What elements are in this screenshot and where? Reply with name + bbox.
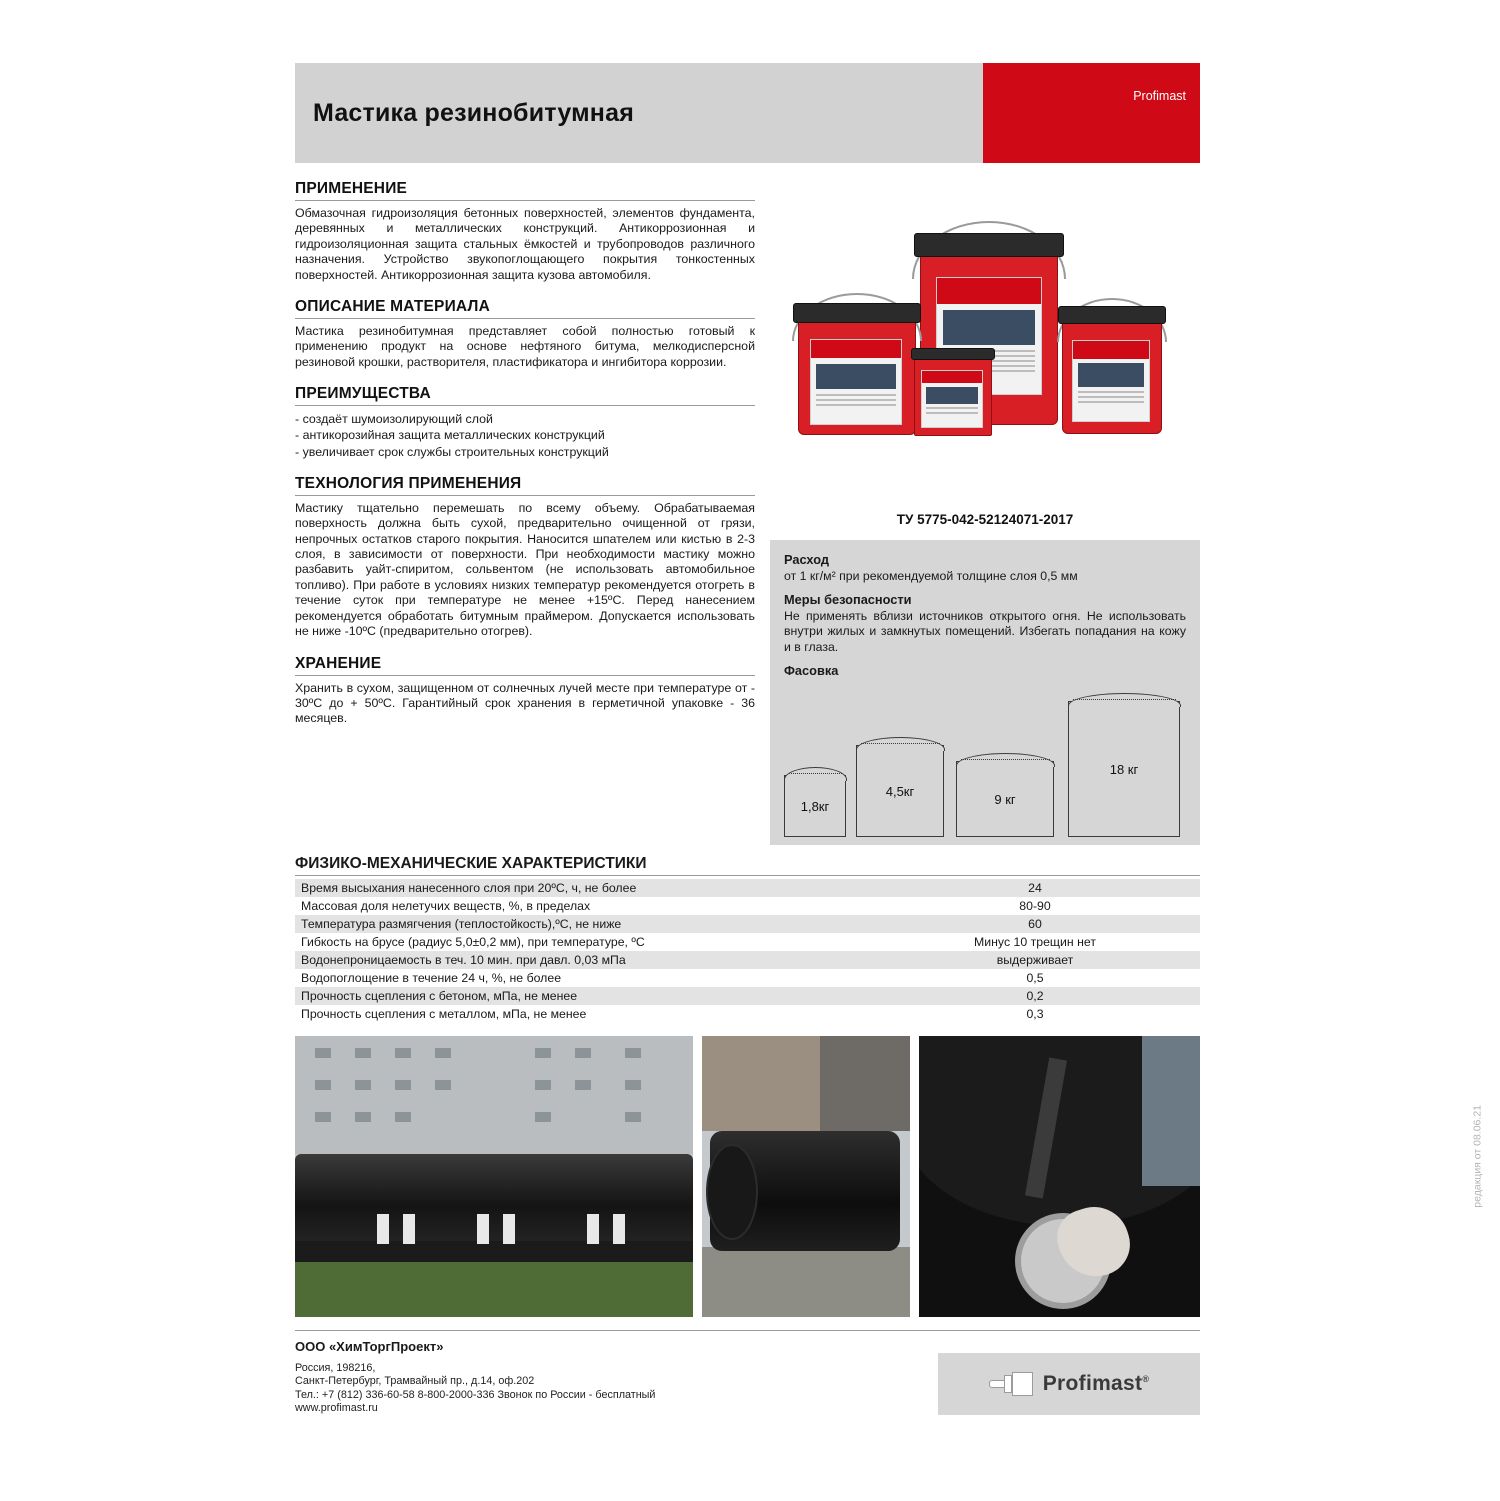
registered-mark: ® [1142,1374,1150,1384]
tu-code: ТУ 5775-042-52124071-2017 [896,512,1074,527]
phone-line: Тел.: +7 (812) 336-60-58 8-800-2000-336 Звонок по России - бесплатный [295,1388,656,1401]
spec-value: выдерживает [870,951,1200,969]
package-1_8kg [784,775,846,837]
photo-tank-black [702,1036,910,1317]
package-lid-icon [1068,693,1181,707]
address-line: Россия, 198216, [295,1362,376,1374]
table-row [295,969,1200,987]
spec-value: 80-90 [870,897,1200,915]
bucket-lid [1058,306,1166,324]
spec-name: Массовая доля нелетучих веществ, %, в пределах [295,897,870,915]
brand-name: Profimast [1133,89,1186,103]
consumption-title: Расход [784,552,830,567]
safety-text: Не применять вблизи источников открытого огня. Не использовать внутри жилых и замкнутых помещений. Избегать попадания на кожу и в глаза. [784,609,1186,654]
section-description [295,298,755,370]
section-text: Обмазочная гидроизоляция бетонных поверхностей, элементов фундамента, деревянных и металлических конструкций. Антикоррозионная и гидроизоляционная защита стальных ёмкостей и трубопроводов различного назначения. Устройство звукопоглощающего покрытия тонкостенных поверхностей. Антикоррозионная защита кузова автомобиля. [295,206,755,282]
spec-name: Прочность сцепления с металлом, мПа, не менее [295,1005,870,1023]
spec-name: Гибкость на брусе (радиус 5,0±0,2 мм), при температуре, ºС [295,933,870,951]
header-title-box [295,63,983,163]
package-9kg [956,761,1054,837]
section-application [295,180,755,283]
section-title: ОПИСАНИЕ МАТЕРИАЛА [295,298,755,319]
bucket-4_5kg-image [1062,300,1162,435]
advantages-list [295,411,755,460]
photo-wheel-arch [919,1036,1200,1317]
can-1_8kg-image [914,348,992,436]
bucket-label [1072,340,1150,422]
spec-name: Водопоглощение в течение 24 ч, %, не более [295,969,870,987]
section-storage [295,655,755,727]
brush-icon [989,1371,1035,1397]
bucket-9kg-image [798,295,916,435]
table-row [295,879,1200,897]
profimast-logo [938,1353,1200,1415]
bucket-label [810,339,902,425]
packaging-icons [784,677,1186,837]
specs-section [295,855,1200,1023]
packaging-title: Фасовка [784,662,839,678]
address-line: Санкт-Петербург, Трамвайный пр., д.14, оф.202 [295,1375,535,1388]
package-lid-icon [856,737,945,751]
product-photo [770,205,1200,470]
spec-value: 0,5 [870,969,1200,987]
can-label [921,370,983,428]
section-title: ПРИМЕНЕНИЕ [295,180,755,201]
package-label: 1,8кг [800,798,830,814]
package-label: 18 кг [1109,761,1139,777]
section-title: ХРАНЕНИЕ [295,655,755,676]
list-item: - создаёт шумоизолирующий слой [295,412,493,427]
website-link[interactable]: www.profimast.ru [295,1402,378,1415]
spec-value: 60 [870,915,1200,933]
spec-name: Водонепроницаемость в теч. 10 мин. при давл. 0,03 мПа [295,951,870,969]
table-row [295,933,1200,951]
list-item: - увеличивает срок службы строительных конструкций [295,444,609,459]
page-title: Мастика резинобитумная [313,98,634,127]
package-18kg [1068,701,1180,837]
logo-text [1043,1372,1150,1396]
section-advantages [295,385,755,460]
package-lid-icon [956,753,1055,767]
package-lid-icon [784,767,847,781]
spec-name: Прочность сцепления с бетоном, мПа, не менее [295,987,870,1005]
section-text: Хранить в сухом, защищенном от солнечных лучей месте при температуре от - 30ºС до + 50ºС. Гарантийный срок хранения в герметичной упаковке - 36 месяцев. [295,680,755,726]
company-name: ООО «ХимТоргПроект» [295,1339,444,1354]
header-brand-box [983,63,1200,163]
section-text: Мастика резинобитумная представляет собой полностью готовый к применению продукт на основе нефтяного битума, мелкодисперсной резиновой крошки, растворителя, пластификатора и ингибитора коррозии. [295,324,755,369]
consumption-safety-panel [770,540,1200,845]
section-title: ТЕХНОЛОГИЯ ПРИМЕНЕНИЯ [295,475,755,496]
package-4_5kg [856,745,944,837]
table-row [295,1005,1200,1023]
spec-value: 0,2 [870,987,1200,1005]
spec-name: Температура размягчения (теплостойкость),ºС, не ниже [295,915,870,933]
section-title: ПРЕИМУЩЕСТВА [295,385,755,406]
section-technology [295,475,755,640]
safety-title: Меры безопасности [784,592,912,608]
photo-tank-outdoor [295,1036,693,1317]
page-footer [295,1330,1200,1440]
package-label: 4,5кг [885,783,915,799]
table-row [295,951,1200,969]
right-column [770,205,1200,470]
table-row [295,987,1200,1005]
specs-table [295,879,1200,1023]
table-row [295,915,1200,933]
section-text: Мастику тщательно перемешать по всему объему. Обрабатываемая поверхность должна быть сухой, предварительно очищенной от грязи, непрочных остатков старого покрытия. Наносится шпателем или кистью в 2-3 слоя, в зависимости от поверхности. При необходимости мастику можно разбавить уайт-спиритом, сольвентом (не использовать автомобильное топливо). При работе в условиях низких температур рекомендуется отогреть в течение суток при температуре не менее +15ºС. Перед нанесением рекомендуется обработать битумным праймером. Допускается использовать не ниже -10ºС (предварительно отогрев). [295,500,755,639]
left-column [295,180,755,742]
package-label: 9 кг [994,791,1016,807]
spec-value: 24 [870,879,1200,897]
revision-note: редакция от 08.06.21 [1472,1105,1484,1208]
specs-title: ФИЗИКО-МЕХАНИЧЕСКИЕ ХАРАКТЕРИСТИКИ [295,855,1200,876]
spec-value: 0,3 [870,1005,1200,1023]
list-item: - антикорозийная защита металлических конструкций [295,428,605,443]
logo-word: Profimast [1042,1372,1143,1395]
spec-name: Время высыхания нанесенного слоя при 20ºС, ч, не более [295,879,870,897]
can-lid [911,348,995,360]
bucket-lid [914,233,1064,257]
page-header [295,63,1200,163]
consumption-text: от 1 кг/м² при рекомендуемой толщине слоя 0,5 мм [784,569,1078,583]
spec-value: Минус 10 трещин нет [870,933,1200,951]
bucket-lid [793,303,921,323]
application-photos [295,1036,1200,1317]
table-row [295,897,1200,915]
